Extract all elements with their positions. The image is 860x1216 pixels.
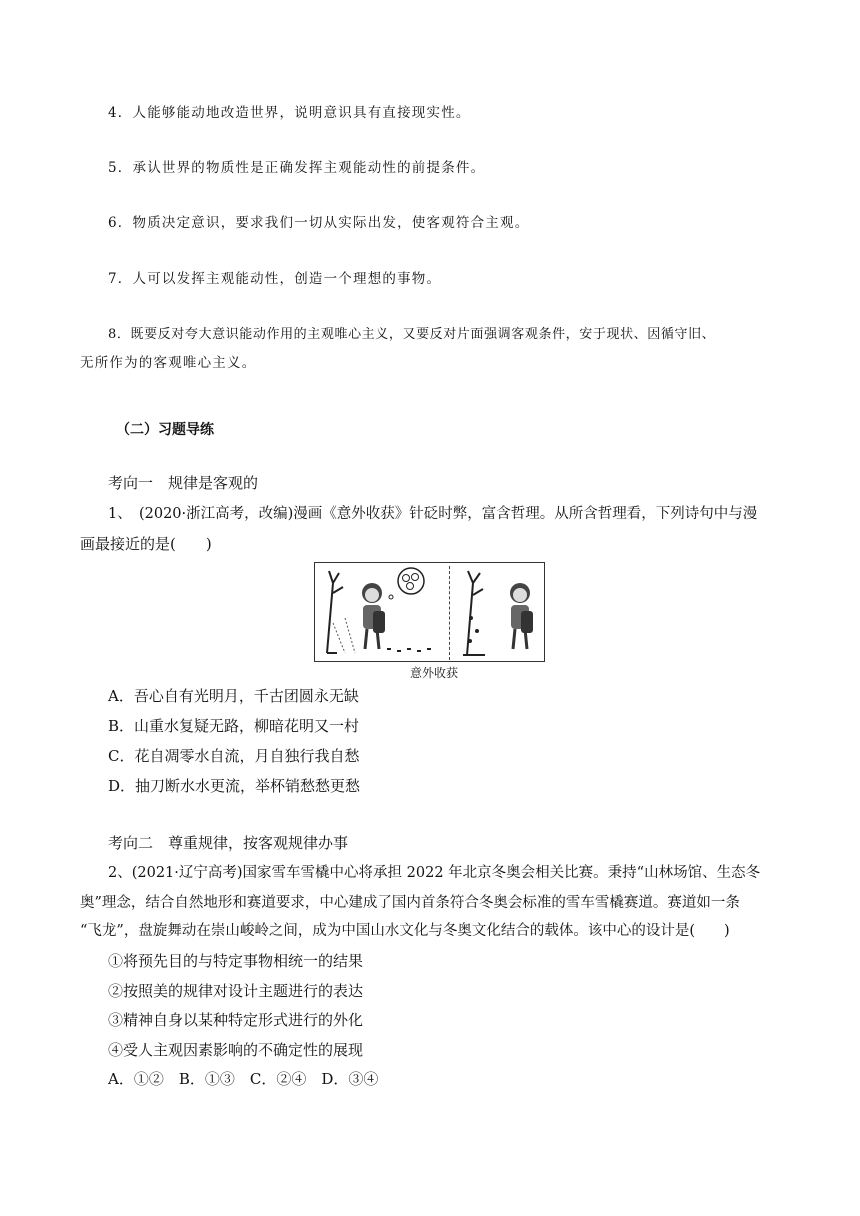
section-title: （二）习题导练 (116, 422, 214, 438)
topic-1-heading: 考向一 规律是客观的 (108, 474, 259, 492)
statement-7: 7．人可以发挥主观能动性，创造一个理想的事物。 (108, 271, 442, 287)
question-1-line2: 画最接近的是( ) (80, 535, 212, 553)
statement-8-line1: 8．既要反对夸大意识能动作用的主观唯心主义，又要反对片面强调客观条件，安于现状、因循守旧、 (108, 327, 716, 342)
statement-6: 6．物质决定意识，要求我们一切从实际出发，使客观符合主观。 (108, 215, 530, 231)
option-a: A．吾心自有光明月，千古团圆永无缺 (108, 687, 359, 705)
cartoon-figure (314, 562, 545, 662)
figure-divider (449, 566, 450, 660)
item-1: ①将预先目的与特定事物相统一的结果 (108, 952, 364, 970)
question-2-line3: “飞龙”，盘旋舞动在崇山峻岭之间，成为中国山水文化与冬奥文化结合的载体。该中心的设计是( ) (80, 923, 730, 939)
question-2-line2: 奥”理念，结合自然地形和赛道要求，中心建成了国内首条符合冬奥会标准的雪车雪橇赛道。赛道如一条 (80, 895, 740, 911)
option-c: C．花自凋零水自流，月自独行我自愁 (108, 747, 360, 765)
option-b: B．山重水复疑无路，柳暗花明又一村 (108, 717, 360, 735)
question-2-line1: 2、(2021·辽宁高考)国家雪车雪橇中心将承担 2022 年北京冬奥会相关比赛。秉持“山林场馆、生态冬 (108, 865, 761, 881)
topic-2-heading: 考向二 尊重规律，按客观规律办事 (108, 834, 349, 852)
answer-choices: A．①② B．①③ C．②④ D．③④ (108, 1070, 379, 1088)
item-3: ③精神自身以某种特定形式进行的外化 (108, 1011, 364, 1029)
statement-4: 4．人能够能动地改造世界，说明意识具有直接现实性。 (108, 105, 471, 121)
statement-5: 5．承认世界的物质性是正确发挥主观能动性的前提条件。 (108, 160, 486, 176)
figure-caption: 意外收获 (410, 666, 459, 680)
question-1-line1: 1、 (2020·浙江高考，改编)漫画《意外收获》针砭时弊，富含哲理。从所含哲理看，下列诗句中与漫 (108, 506, 758, 522)
item-4: ④受人主观因素影响的不确定性的展现 (108, 1041, 364, 1059)
item-2: ②按照美的规律对设计主题进行的表达 (108, 982, 364, 1000)
option-d: D．抽刀断水水更流，举杯销愁愁更愁 (108, 777, 361, 795)
cartoon-illustration (315, 563, 544, 661)
statement-8-line2: 无所作为的客观唯心主义。 (80, 355, 257, 371)
